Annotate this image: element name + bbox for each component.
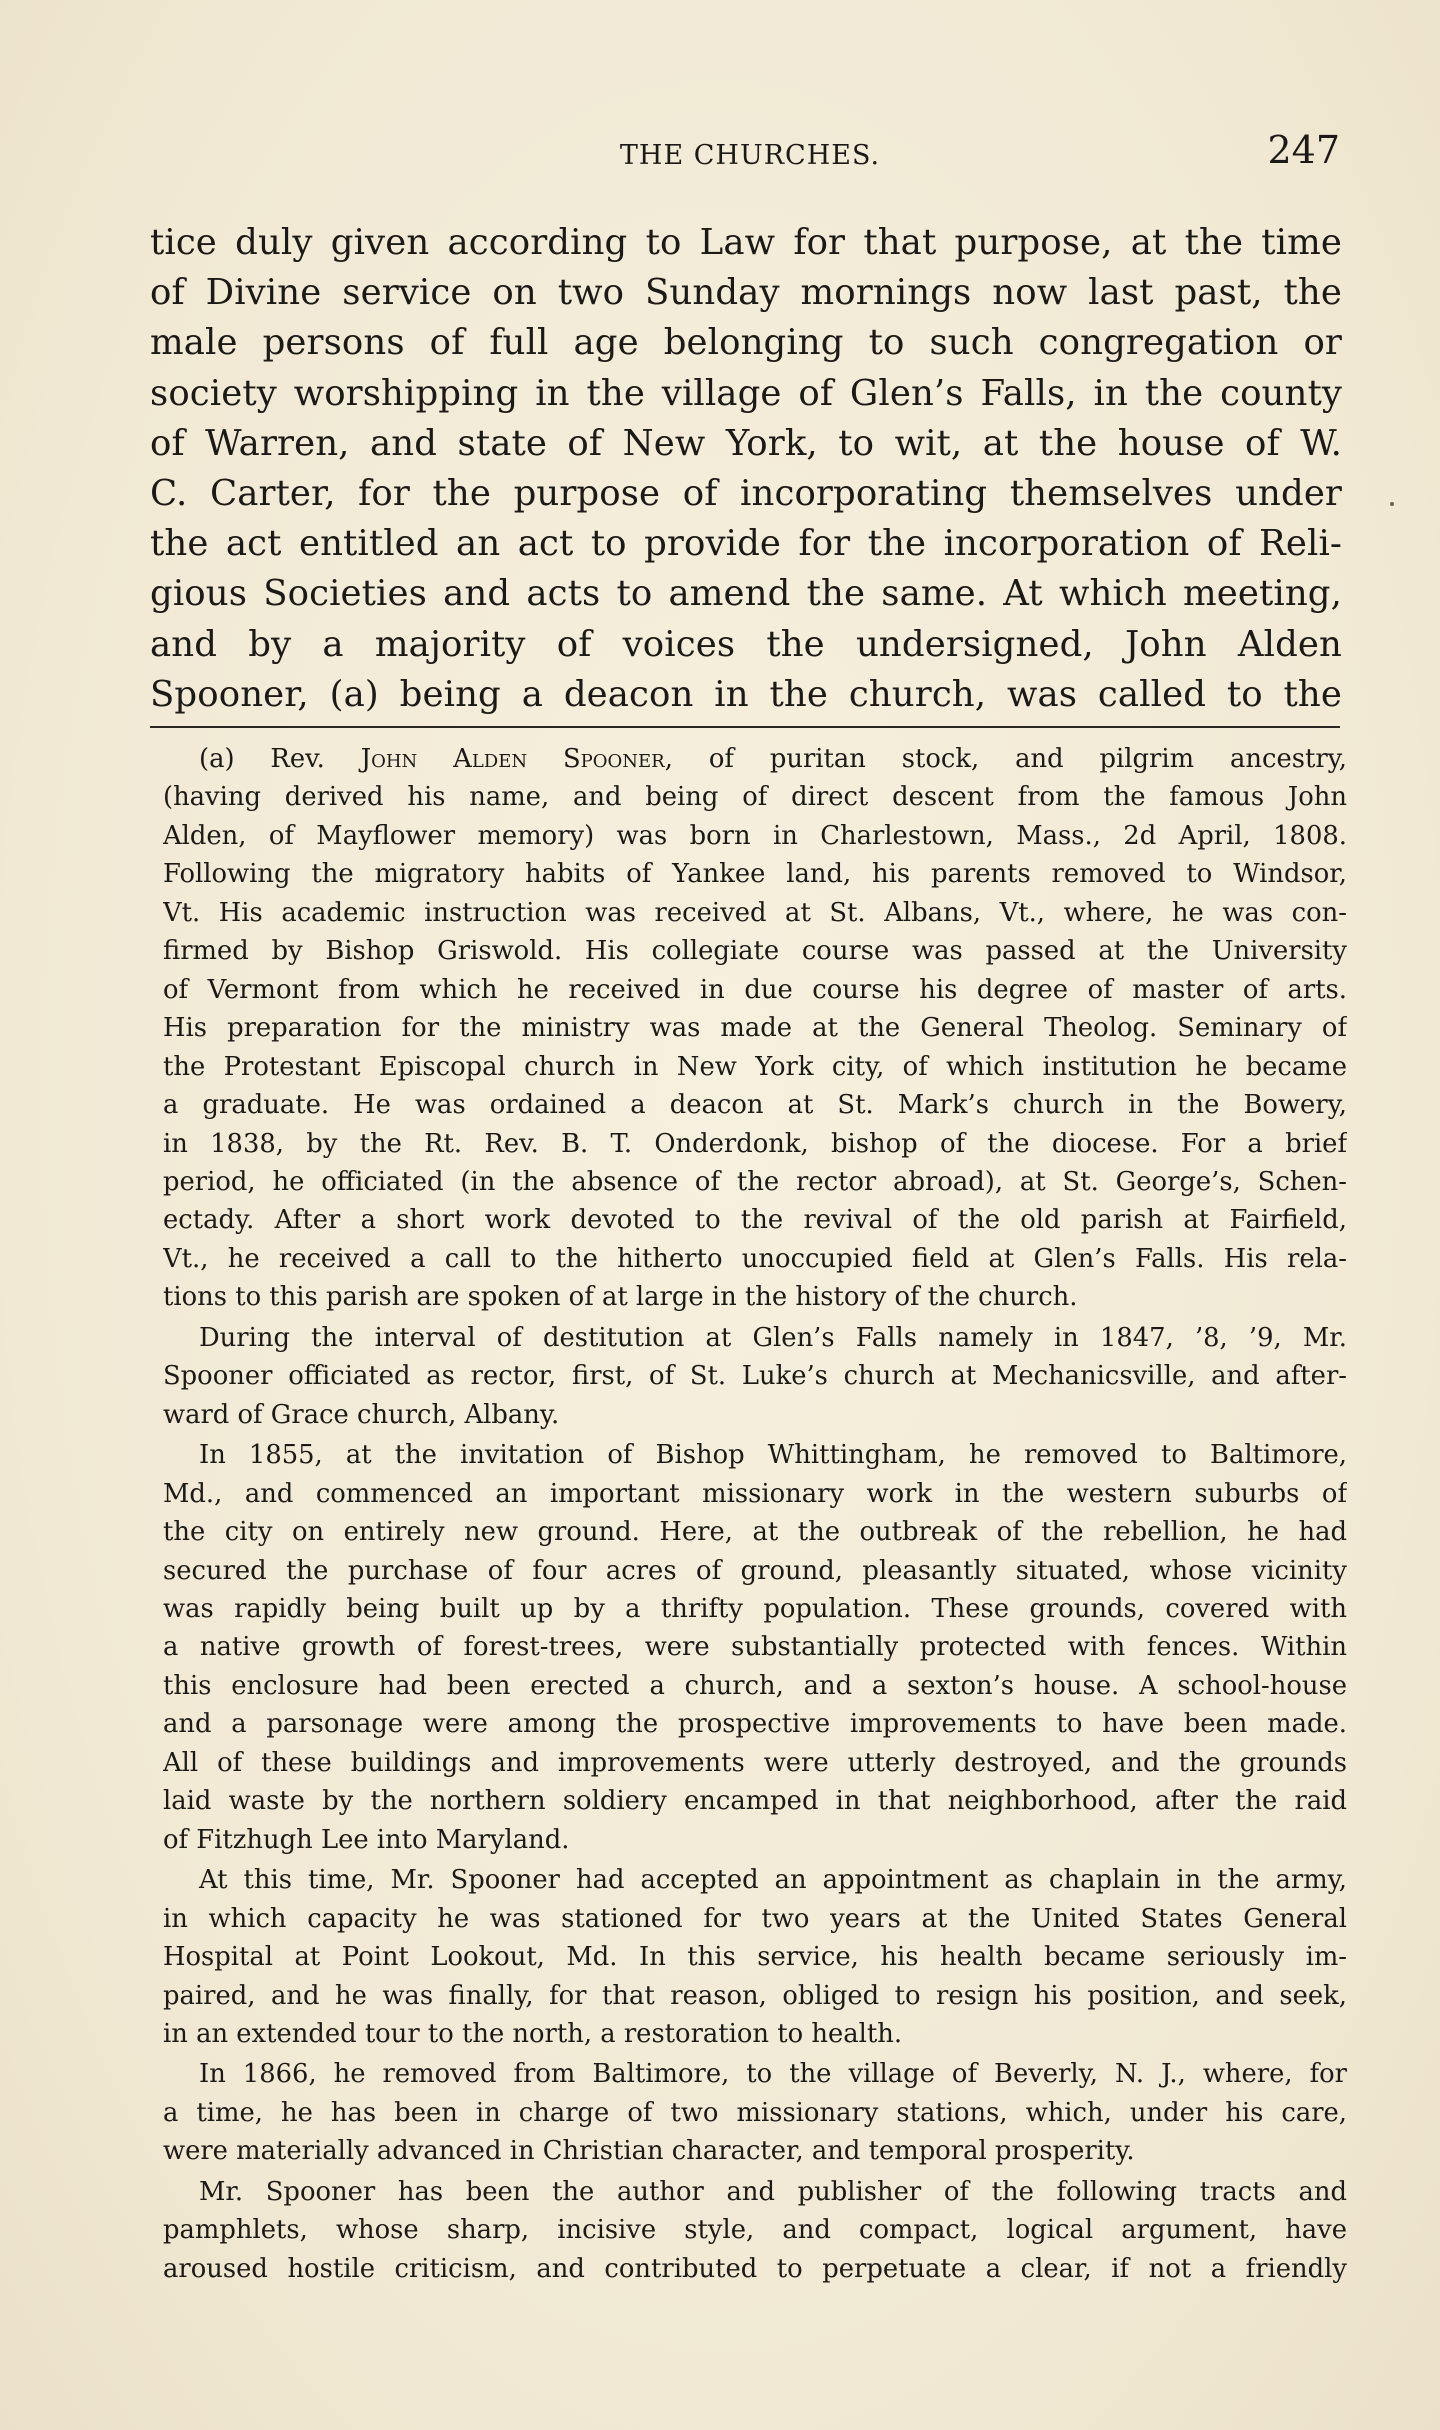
footnote-first-line <box>163 740 1347 778</box>
footnote-line: Md., and commenced an important missionary work in the western suburbs of <box>163 1478 1347 1509</box>
footnote-line: His preparation for the ministry was made at the General Theolog. Seminary of <box>163 1013 1347 1044</box>
page-number: 247 <box>1267 128 1340 172</box>
footnote-line: Vt., he received a call to the hitherto unoccupied field at Glen’s Falls. His rela- <box>163 1243 1347 1274</box>
footnote-line: ectady. After a short work devoted to the revival of the old parish at Fairfield, <box>163 1205 1347 1236</box>
footnote-line: in an extended tour to the north, a restoration to health. <box>163 2018 903 2049</box>
footnote-line: aroused hostile criticism, and contributed to perpetuate a clear, if not a friendly <box>163 2253 1347 2284</box>
footnote-line: In 1855, at the invitation of Bishop Whittingham, he removed to Baltimore, <box>199 1440 1347 1471</box>
body-line: the act entitled an act to provide for the incorporation of Reli- <box>150 523 1342 565</box>
footnote-line: Alden, of Mayflower memory) was born in Charlestown, Mass., 2d April, 1808. <box>163 820 1347 851</box>
footnote-line: Following the migratory habits of Yankee land, his parents removed to Windsor, <box>163 859 1347 890</box>
footnote-line: the Protestant Episcopal church in New York city, of which institution he became <box>163 1051 1347 1082</box>
footnote-line: laid waste by the northern soldiery encamped in that neighborhood, after the raid <box>163 1786 1347 1817</box>
footnote-marker: (a) <box>199 744 235 774</box>
footnote-line: Mr. Spooner has been the author and publisher of the following tracts and <box>199 2176 1347 2207</box>
footnote-line: a time, he has been in charge of two missionary stations, which, under his care, <box>163 2097 1347 2128</box>
footnote-paragraph <box>163 2173 1347 2288</box>
main-body-text <box>150 218 1342 720</box>
footnote-line: this enclosure had been erected a church, and a sexton’s house. A school-house <box>163 1670 1347 1701</box>
footnote-first-line-rest: of puritan stock, and pilgrim ancestry, <box>708 744 1347 774</box>
body-line: gious Societies and acts to amend the same. At which meeting, <box>150 573 1342 615</box>
footnote-paragraph <box>163 1436 1347 1859</box>
footnote-line: a native growth of forest-trees, were substantially protected with fences. Within <box>163 1632 1347 1663</box>
footnote-paragraph <box>163 2055 1347 2170</box>
footnote-line: ward of Grace church, Albany. <box>163 1399 560 1430</box>
footnote-line: Vt. His academic instruction was received at St. Albans, Vt., where, he was con- <box>163 897 1347 928</box>
footnote-line: was rapidly being built up by a thrifty population. These grounds, covered with <box>163 1593 1347 1624</box>
footnote-line: pamphlets, whose sharp, incisive style, and compact, logical argument, have <box>163 2215 1347 2246</box>
running-title: THE CHURCHES. <box>619 140 881 171</box>
footnote-line: of Vermont from which he received in due course his degree of master of arts. <box>163 974 1347 1005</box>
footnote-paragraph <box>163 778 1347 1316</box>
body-line: male persons of full age belonging to such congregation or <box>150 322 1342 364</box>
footnote-line: in which capacity he was stationed for two years at the United States General <box>163 1903 1347 1934</box>
footnote-line: In 1866, he removed from Baltimore, to the village of Beverly, N. J., where, for <box>199 2059 1347 2090</box>
footnote-line: Hospital at Point Lookout, Md. In this service, his health became seriously im- <box>163 1942 1347 1973</box>
footnote-line: Spooner officiated as rector, first, of St. Luke’s church at Mechanicsville, and after- <box>163 1361 1347 1392</box>
body-line: and by a majority of voices the undersigned, John Alden <box>150 623 1342 665</box>
footnote-rule <box>150 726 1340 728</box>
footnote-line: of Fitzhugh Lee into Maryland. <box>163 1824 570 1855</box>
body-line: tice duly given according to Law for that purpose, at the time <box>150 222 1342 263</box>
footnote-line: During the interval of destitution at Glen’s Falls namely in 1847, ’8, ’9, Mr. <box>199 1322 1347 1353</box>
body-line: of Divine service on two Sunday mornings now last past, the <box>150 272 1342 314</box>
footnote-paragraph <box>163 1861 1347 2053</box>
footnote-line: tions to this parish are spoken of at large in the history of the church. <box>163 1282 1078 1313</box>
footnote-rev: Rev. <box>270 744 325 774</box>
footnote-line: the city on entirely new ground. Here, at the outbreak of the rebellion, he had <box>163 1517 1347 1548</box>
footnote-line: in 1838, by the Rt. Rev. B. T. Onderdonk, bishop of the diocese. For a brief <box>163 1128 1347 1159</box>
running-header <box>160 128 1340 186</box>
footnote-line: secured the purchase of four acres of ground, pleasantly situated, whose vicinity <box>163 1555 1347 1586</box>
footnote-line: were materially advanced in Christian character, and temporal prosperity. <box>163 2136 1135 2167</box>
footnote-line: period, he officiated (in the absence of the rector abroad), at St. George’s, Schen- <box>163 1166 1347 1197</box>
footnote-line: All of these buildings and improvements were utterly destroyed, and the grounds <box>163 1747 1347 1778</box>
footnote-line: paired, and he was finally, for that reason, obliged to resign his position, and seek, <box>163 1980 1347 2011</box>
footnote-line: a graduate. He was ordained a deacon at St. Mark’s church in the Bowery, <box>163 1090 1347 1121</box>
body-line: society worshipping in the village of Glen’s Falls, in the county <box>150 372 1342 414</box>
footnote <box>163 740 1347 2290</box>
footnote-line: firmed by Bishop Griswold. His collegiate course was passed at the University <box>163 936 1347 967</box>
footnote-line: At this time, Mr. Spooner had accepted an appointment as chaplain in the army, <box>199 1865 1347 1896</box>
footnote-line: (having derived his name, and being of direct descent from the famous John <box>163 782 1347 813</box>
page-speck <box>1390 502 1394 506</box>
footnote-line: and a parsonage were among the prospective improvements to have been made. <box>163 1709 1347 1740</box>
body-line: C. Carter, for the purpose of incorporating themselves under <box>150 473 1342 515</box>
body-line: of Warren, and state of New York, to wit, at the house of W. <box>150 422 1342 464</box>
footnote-name: John Alden Spooner, <box>360 744 673 774</box>
footnote-paragraph <box>163 1319 1347 1434</box>
body-line: Spooner, (a) being a deacon in the church, was called to the <box>150 673 1342 715</box>
